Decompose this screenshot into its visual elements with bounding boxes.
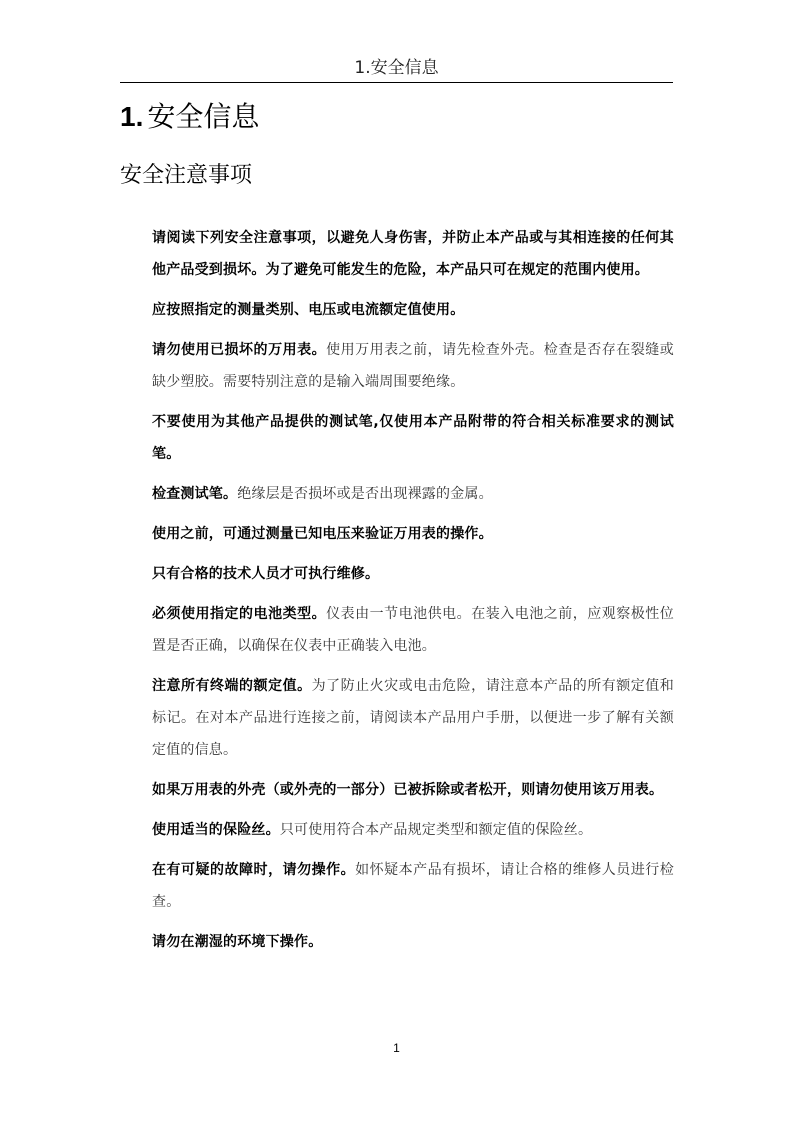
note-lead: 注意所有终端的额定值。 [152, 678, 312, 694]
note-lead: 使用之前，可通过测量已知电压来验证万用表的操作。 [152, 526, 493, 542]
note-lead: 检查测试笔。 [152, 486, 238, 502]
note-lead: 应按照指定的测量类别、电压或电流额定值使用。 [152, 302, 465, 318]
note-lead: 在有可疑的故障时，请勿操作。 [152, 862, 356, 878]
note-lead: 如果万用表的外壳（或外壳的一部分）已被拆除或者松开，则请勿使用该万用表。 [152, 782, 664, 798]
safety-note [152, 814, 674, 846]
safety-note [152, 598, 674, 662]
note-lead: 请勿在潮湿的环境下操作。 [152, 934, 323, 950]
note-lead: 必须使用指定的电池类型。 [152, 606, 327, 622]
note-body: 为了防止火灾或电击危险，请注意本产品的所有额定值和标记。在对本产品进行连接之前，请阅读本产品用户手册，以便进一步了解有关额定值的信息。 [152, 678, 674, 758]
safety-notes [152, 222, 674, 966]
note-body: 只可使用符合本产品规定类型和额定值的保险丝。 [279, 822, 593, 838]
note-body: 绝缘层是否损坏或是否出现裸露的金属。 [237, 486, 493, 502]
safety-note [152, 518, 674, 550]
safety-note [152, 478, 674, 510]
note-body: 使用万用表之前，请先检查外壳。检查是否存在裂缝或缺少塑胶。需要特别注意的是输入端周围要绝缘。 [152, 342, 674, 390]
note-lead: 请阅读下列安全注意事项，以避免人身伤害，并防止本产品或与其相连接的任何其他产品受到损坏。为了避免可能发生的危险，本产品只可在规定的范围内使用。 [152, 230, 674, 278]
chapter-title [120, 98, 259, 136]
safety-note [152, 854, 674, 918]
safety-note [152, 222, 674, 286]
chapter-title-text: 安全信息 [147, 100, 260, 133]
header-rule [120, 82, 673, 83]
page-number: 1 [393, 1041, 400, 1055]
note-body: 如怀疑本产品有损坏，请让合格的维修人员进行检查。 [152, 862, 674, 910]
note-lead: 使用适当的保险丝。 [152, 822, 280, 838]
note-lead: 只有合格的技术人员才可执行维修。 [152, 566, 380, 582]
note-lead: 不要使用为其他产品提供的测试笔,仅使用本产品附带的符合相关标准要求的测试笔。 [152, 414, 674, 462]
safety-note [152, 406, 674, 470]
section-title: 安全注意事项 [120, 163, 253, 188]
safety-note [152, 926, 674, 958]
chapter-number: 1. [120, 101, 144, 132]
safety-note [152, 774, 674, 806]
safety-note [152, 334, 674, 398]
safety-note [152, 670, 674, 766]
safety-note [152, 294, 674, 326]
running-header: 1.安全信息 [354, 58, 439, 78]
note-lead: 请勿使用已损坏的万用表。 [152, 342, 327, 358]
note-body: 仪表由一节电池供电。在装入电池之前，应观察极性位置是否正确，以确保在仪表中正确装入电池。 [152, 606, 674, 654]
safety-note [152, 558, 674, 590]
